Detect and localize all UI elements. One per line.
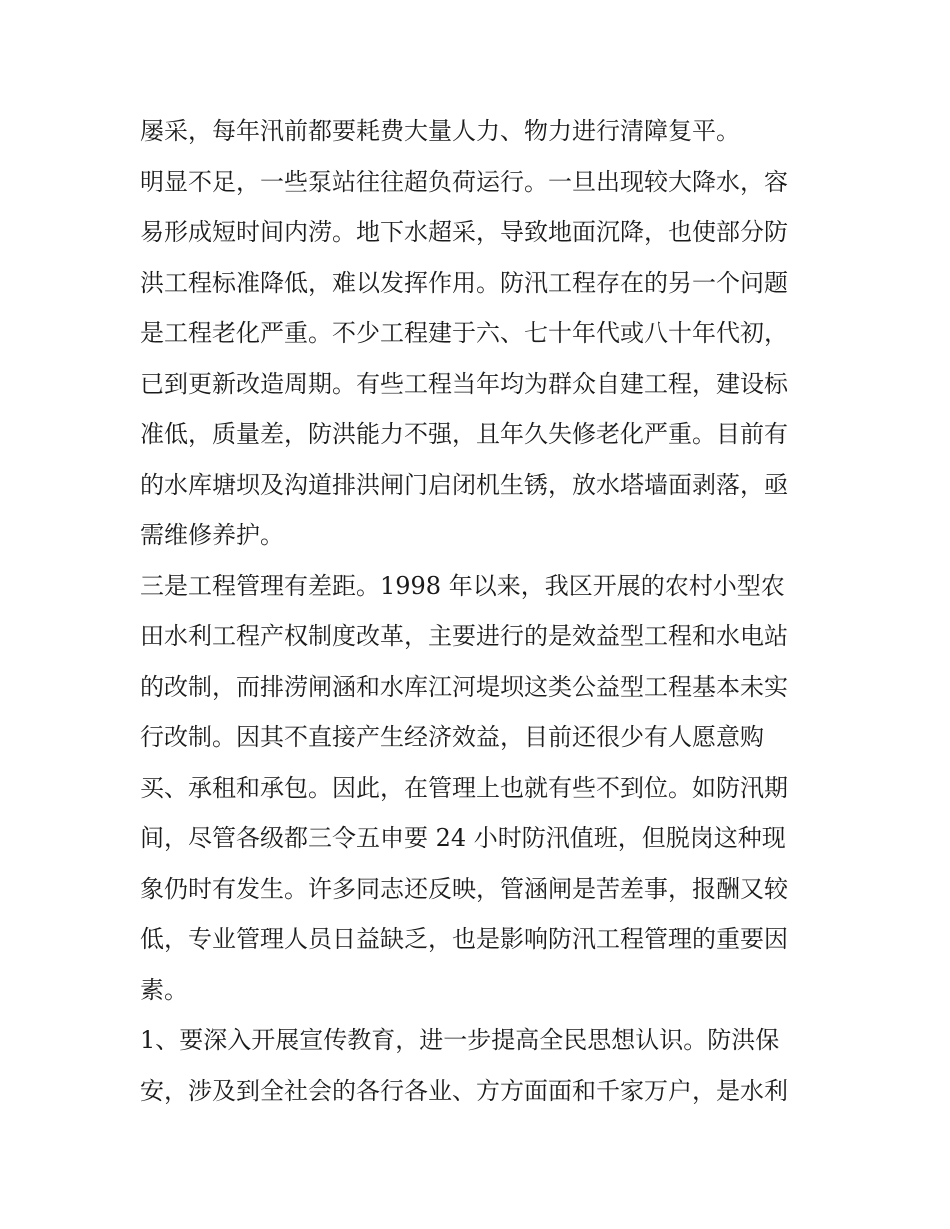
text-line: 安，涉及到全社会的各行各业、方方面面和千家万户，是水利 <box>140 1076 788 1105</box>
text-line: 素。 <box>140 975 188 1004</box>
text-line: 是工程老化严重。不少工程建于六、七十年代或八十年代初， <box>140 319 788 347</box>
text-line: 1、要深入开展宣传教育，进一步提高全民思想认识。防洪保 <box>140 1026 780 1054</box>
text-line: 的改制，而排涝闸涵和水库江河堤坝这类公益型工程基本未实 <box>140 672 788 701</box>
text-line: 象仍时有发生。许多同志还反映，管涵闸是苦差事，报酬又较 <box>140 874 788 903</box>
text-line: 易形成短时间内涝。地下水超采，导致地面沉降，也使部分防 <box>140 218 788 246</box>
text-line: 间，尽管各级都三令五申要 24 小时防汛值班，但脱岗这种现 <box>140 824 786 852</box>
text-line: 三是工程管理有差距。1998 年以来，我区开展的农村小型农 <box>140 571 785 600</box>
text-line: 行改制。因其不直接产生经济效益，目前还很少有人愿意购 <box>140 723 764 751</box>
text-line: 已到更新改造周期。有些工程当年均为群众自建工程，建设标 <box>140 369 788 398</box>
body-text <box>140 106 820 1116</box>
text-line: 屡采，每年汛前都要耗费大量人力、物力进行清障复平。 <box>140 117 740 145</box>
text-line: 明显不足，一些泵站往往超负荷运行。一旦出现较大降水，容 <box>140 167 788 196</box>
text-line: 低，专业管理人员日益缺乏，也是影响防汛工程管理的重要因 <box>140 925 788 953</box>
text-line: 准低，质量差，防洪能力不强，且年久失修老化严重。目前有 <box>140 420 788 448</box>
text-line: 需维修养护。 <box>140 521 284 549</box>
text-line: 洪工程标准降低，难以发挥作用。防汛工程存在的另一个问题 <box>140 268 788 297</box>
text-line: 的水库塘坝及沟道排洪闸门启闭机生锈，放水塔墙面剥落，亟 <box>140 470 788 499</box>
text-line: 买、承租和承包。因此，在管理上也就有些不到位。如防汛期 <box>140 773 788 802</box>
text-line: 田水利工程产权制度改革，主要进行的是效益型工程和水电站 <box>140 622 788 650</box>
